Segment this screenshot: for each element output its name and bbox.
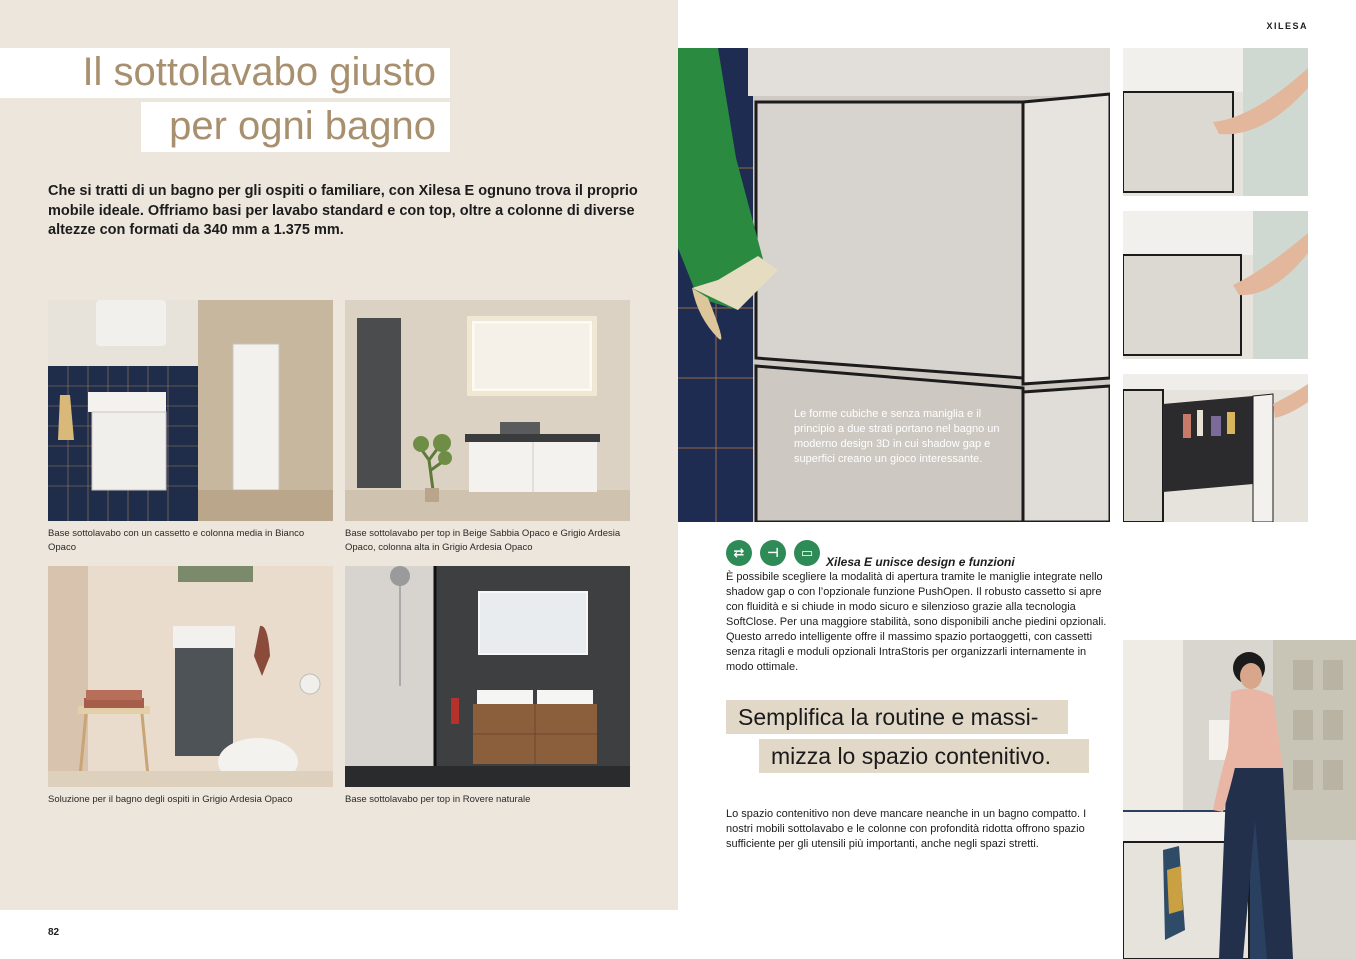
- photo-drawer-open: [1123, 374, 1308, 522]
- highlight-line-1: Semplifica la routine e massi-: [726, 700, 1068, 734]
- photo-beige-vanity: [345, 300, 630, 521]
- brand-label: XILESA: [1266, 21, 1308, 31]
- photo-woman-washing-hands: [1123, 640, 1356, 959]
- photo-guest-bathroom: [48, 566, 333, 787]
- title-line-2: per ogni bagno: [141, 102, 450, 152]
- title-line-1: Il sottolavabo giusto: [0, 48, 450, 98]
- caption-4: Base sottolavabo per top in Rovere naturale: [345, 794, 531, 805]
- page-number: 82: [48, 927, 60, 938]
- body-paragraph-2: Lo spazio contenitivo non deve mancare neanche in un bagno compatto. I nostri mobili sottolavabo e le colonne con profondità ridotta offrono spazio sufficiente per gli utensili più importanti, anche negli spazi stretti.: [726, 808, 1087, 850]
- feature-icons: [726, 540, 820, 566]
- intro-paragraph: Che si tratti di un bagno per gli ospiti o familiare, con Xilesa E ognuno trova il proprio mobile ideale. Offriamo basi per lavabo standard e con top, oltre a colonne di diverse altezze con formati da 340 mm a 1.375 mm.: [48, 183, 638, 238]
- caption-2: Base sottolavabo per top in Beige Sabbia Opaco e Grigio Ardesia Opaco, colonna alta in Grigio Ardesia Opaco: [345, 528, 621, 553]
- handle-icon: ⊣: [760, 540, 786, 566]
- softclose-icon: ▭: [794, 540, 820, 566]
- highlight-line-2: mizza lo spazio contenitivo.: [759, 739, 1089, 773]
- feature-body: È possibile scegliere la modalità di apertura tramite le maniglie integrate nello shadow gap o con l’opzionale funzione PushOpen. Il robusto cassetto si apre con fluidità e si chiude in modo sicuro e silenzioso grazie alla tecnologia SoftClose. Per una maggiore stabilità, sono disponibili anche piedini opzionali. Questo arredo intelligente offre il massimo spazio portaoggetti, con cassetti senza ritagli e moduli opzionali IntraStoris per organizzarli internamente in modo ottimale.: [726, 571, 1107, 673]
- photo-white-vanity: [48, 300, 333, 521]
- caption-3: Soluzione per il bagno degli ospiti in Grigio Ardesia Opaco: [48, 794, 293, 805]
- photo-oak-vanity: [345, 566, 630, 787]
- pushopen-icon: ⇄: [726, 540, 752, 566]
- feature-title: Xilesa E unisce design e funzioni: [826, 555, 1015, 569]
- caption-1: Base sottolavabo con un cassetto e colonna media in Bianco Opaco: [48, 528, 305, 553]
- photo-pushopen-step-2: [1123, 211, 1308, 359]
- photo-overlay-text: Le forme cubiche e senza maniglia e il principio a due strati portano nel bagno un moderno design 3D in cui shadow gap e superfici creano un gioco interessante.: [794, 408, 1000, 465]
- photo-pushopen-step-1: [1123, 48, 1308, 196]
